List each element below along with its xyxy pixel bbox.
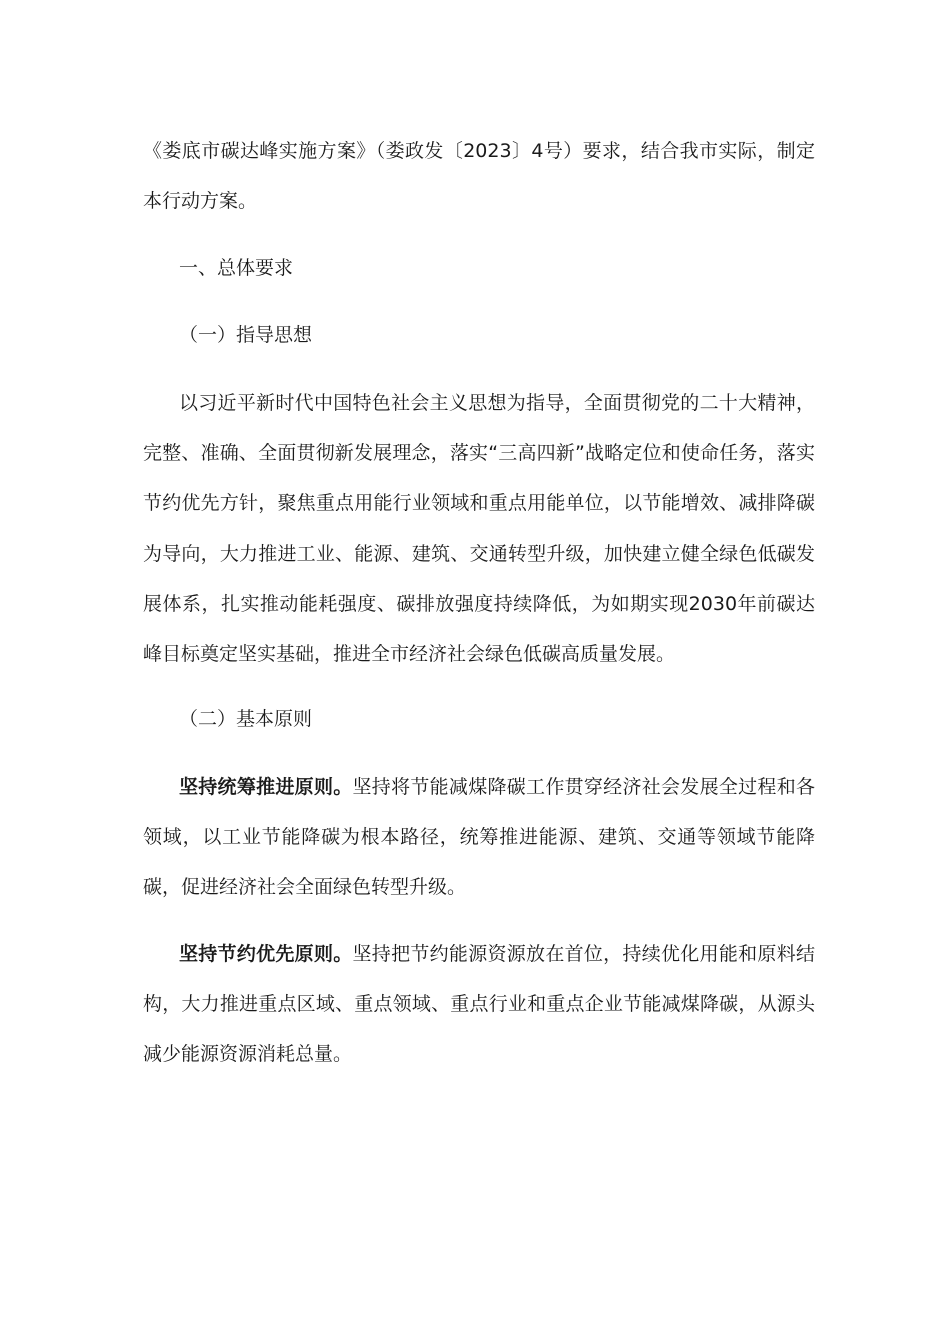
principle-text-overall-planning: 坚持将节能减煤降碳工作贯穿经济社会发展全过程和各领域，以工业节能降碳为根本路径，统筹推进能源、建筑、交通等领域节能降碳，促进经济社会全面绿色转型升级。 (143, 776, 815, 899)
principle-lead-conservation-first: 坚持节约优先原则。 (179, 943, 353, 965)
subsection-heading-basic-principles: （二）基本原则 (179, 708, 313, 730)
principle-paragraph-conservation-first (143, 929, 815, 1080)
guiding-thought-paragraph: 以习近平新时代中国特色社会主义思想为指导，全面贯彻党的二十大精神，完整、准确、全面贯彻新发展理念，落实“三高四新”战略定位和使命任务，落实节约优先方针，聚焦重点用能行业领域和重点用能单位，以节能增效、减排降碳为导向，大力推进工业、能源、建筑、交通转型升级，加快建立健全绿色低碳发展体系，扎实推动能耗强度、碳排放强度持续降低，为如期实现2030年前碳达峰目标奠定坚实基础，推进全市经济社会绿色低碳高质量发展。 (143, 392, 815, 666)
subsection-heading-guiding-thought: （一）指导思想 (179, 324, 313, 346)
principle-paragraph-overall-planning (143, 762, 815, 913)
intro-paragraph: 《娄底市碳达峰实施方案》（娄政发〔2023〕4号）要求，结合我市实际，制定本行动方案。 (143, 140, 815, 213)
section-heading-general-requirements: 一、总体要求 (179, 257, 294, 279)
principle-lead-overall-planning: 坚持统筹推进原则。 (179, 776, 353, 798)
principle-text-conservation-first: 坚持把节约能源资源放在首位，持续优化用能和原料结构，大力推进重点区域、重点领域、重点行业和重点企业节能减煤降碳，从源头减少能源资源消耗总量。 (143, 943, 815, 1066)
